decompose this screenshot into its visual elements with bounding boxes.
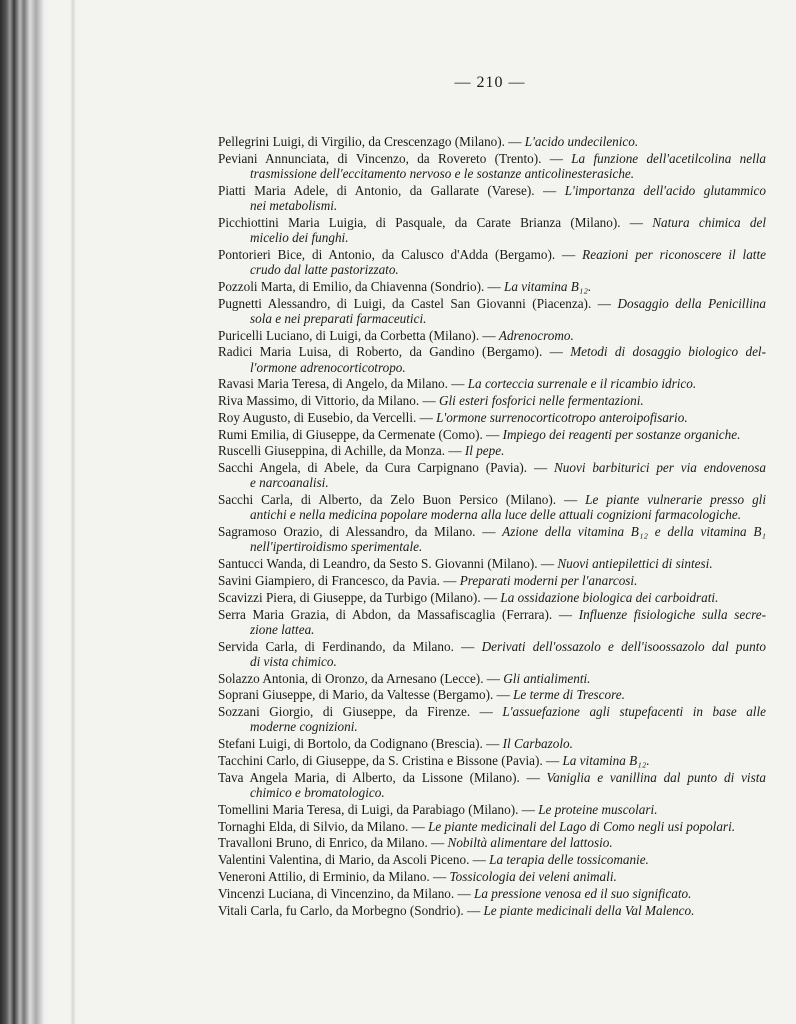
list-item	[218, 344, 766, 374]
entry-first-line	[218, 134, 766, 149]
entry-author: Ruscelli Giuseppina, di Achille, da Monza. —	[218, 443, 465, 459]
entry-author: Servida Carla, di Ferdinando, da Milano. —	[218, 638, 482, 654]
entry-title: La ossidazione biologica dei carboidrati.	[500, 589, 719, 605]
list-item	[218, 753, 766, 768]
entry-title: L'importanza dell'acido glutammico	[564, 182, 766, 198]
entry-author: Sacchi Angela, di Abele, da Cura Carpignano (Pavia). —	[218, 460, 554, 476]
entry-first-line	[218, 886, 766, 901]
entry-author: Peviani Annunciata, di Vincenzo, da Rovereto (Trento). —	[218, 150, 572, 166]
list-item	[218, 704, 766, 734]
entry-first-line	[218, 410, 766, 425]
entry-first-line	[218, 215, 766, 230]
entry-title-continuation: nell'ipertiroidismo sperimentale.	[250, 539, 423, 555]
entry-author: Vincenzi Luciana, di Vincenzino, da Milano. —	[218, 885, 474, 901]
entry-author: Roy Augusto, di Eusebio, da Vercelli. —	[218, 409, 437, 425]
entry-author: Travalloni Bruno, di Enrico, da Milano. —	[218, 835, 448, 851]
entry-title-continuation: trasmissione dell'eccitamento nervoso e le sostanze anticolinesterasiche.	[250, 165, 635, 181]
entry-author: Soprani Giuseppe, di Mario, da Valtesse (Bergamo). —	[218, 687, 514, 703]
entry-title: L'ormone surrenocorticotropo anteroipofisario.	[436, 409, 688, 425]
entry-title: Nobiltà alimentare del lattosio.	[447, 835, 613, 851]
entry-author: Sozzani Giorgio, di Giuseppe, da Firenze. —	[218, 704, 503, 720]
list-item	[218, 556, 766, 571]
list-item	[218, 687, 766, 702]
entry-title: L'assuefazione agli stupefacenti in base alle	[502, 704, 766, 720]
list-item	[218, 639, 766, 669]
thesis-list	[218, 134, 766, 919]
entry-author: Solazzo Antonia, di Oronzo, da Arnesano (Lecce). —	[218, 670, 504, 686]
entry-author: Tomellini Maria Teresa, di Luigi, da Parabiago (Milano). —	[218, 801, 539, 817]
entry-first-line	[218, 328, 766, 343]
entry-title-continuation: l'ormone adrenocorticotropo.	[250, 359, 406, 375]
entry-title: La funzione dell'acetilcolina nella	[571, 150, 766, 166]
entry-first-line	[218, 852, 766, 867]
entry-first-line	[218, 247, 766, 262]
entry-title-continuation: di vista chimico.	[250, 653, 337, 669]
entry-first-line	[218, 671, 766, 686]
entry-author: Sacchi Carla, di Alberto, da Zelo Buon Persico (Milano). —	[218, 492, 586, 508]
page-number: — 210 —	[454, 74, 526, 91]
entry-title: Le piante medicinali della Val Malenco.	[483, 902, 695, 918]
entry-first-line	[218, 279, 766, 294]
entry-first-line	[218, 183, 766, 198]
entry-title: Tossicologia dei veleni animali.	[449, 868, 617, 884]
entry-author: Tacchini Carlo, di Giuseppe, da S. Cristina e Bissone (Pavia). —	[218, 752, 563, 768]
entry-first-line	[218, 835, 766, 850]
entry-author: Veneroni Attilio, di Erminio, da Milano. —	[218, 868, 450, 884]
entry-author: Serra Maria Grazia, di Abdon, da Massafiscaglia (Ferrara). —	[218, 606, 579, 622]
entry-title-continuation: micelio dei funghi.	[250, 229, 349, 245]
list-item	[218, 770, 766, 800]
entry-title: Gli antialimenti.	[503, 670, 591, 686]
entry-author: Santucci Wanda, di Leandro, da Sesto S. Giovanni (Milano). —	[218, 556, 558, 572]
entry-author: Piatti Maria Adele, di Antonio, da Gallarate (Varese). —	[218, 182, 565, 198]
entry-title: Gli esteri fosforici nelle fermentazioni.	[438, 393, 644, 409]
entry-title: Reazioni per riconoscere il latte	[582, 246, 766, 262]
entry-author: Radici Maria Luisa, di Roberto, da Gandino (Bergamo). —	[218, 344, 571, 360]
list-item	[218, 183, 766, 213]
entry-title: Le terme di Trescore.	[513, 687, 625, 703]
list-item	[218, 296, 766, 326]
list-item	[218, 427, 766, 442]
entry-author: Pugnetti Alessandro, di Luigi, da Castel San Giovanni (Piacenza). —	[218, 295, 618, 311]
entry-title: Vaniglia e vanillina dal punto di vista	[546, 769, 766, 785]
entry-title: Preparati moderni per l'anarcosi.	[459, 573, 638, 589]
entry-first-line	[218, 524, 766, 539]
entry-first-line	[218, 344, 766, 359]
entry-author: Savini Giampiero, di Francesco, da Pavia. —	[218, 573, 460, 589]
entry-first-line	[218, 639, 766, 654]
entry-title-continuation: chimico e bromatologico.	[250, 784, 385, 800]
entry-first-line	[218, 869, 766, 884]
entry-title: La corteccia surrenale e il ricambio idrico.	[467, 376, 697, 392]
entry-first-line	[218, 590, 766, 605]
entry-first-line	[218, 687, 766, 702]
entry-title: Le proteine muscolari.	[538, 801, 658, 817]
list-item	[218, 134, 766, 149]
entry-title: Metodi di dosaggio biologico del-	[570, 344, 766, 360]
entry-first-line	[218, 704, 766, 719]
list-item	[218, 736, 766, 751]
list-item	[218, 590, 766, 605]
entry-first-line	[218, 770, 766, 785]
entry-author: Scavizzi Piera, di Giuseppe, da Turbigo (Milano). —	[218, 589, 501, 605]
list-item	[218, 443, 766, 458]
list-item	[218, 607, 766, 637]
entry-author: Riva Massimo, di Vittorio, da Milano. —	[218, 393, 439, 409]
entry-author: Vitali Carla, fu Carlo, da Morbegno (Sondrio). —	[218, 902, 484, 918]
entry-title: Il pepe.	[464, 443, 505, 459]
entry-title: Azione della vitamina B₁₂ e della vitamina B₁	[502, 524, 766, 540]
entry-first-line	[218, 819, 766, 834]
list-item	[218, 671, 766, 686]
list-item	[218, 819, 766, 834]
entry-author: Pozzoli Marta, di Emilio, da Chiavenna (Sondrio). —	[218, 278, 505, 294]
entry-title: Adrenocromo.	[498, 327, 574, 343]
entry-title: Il Carbazolo.	[502, 736, 573, 752]
entry-first-line	[218, 573, 766, 588]
entry-author: Sagramoso Orazio, di Alessandro, da Milano. —	[218, 524, 503, 540]
entry-first-line	[218, 802, 766, 817]
entry-first-line	[218, 556, 766, 571]
entry-title: La vitamina B₁₂.	[504, 278, 592, 294]
entry-title-continuation: crudo dal latte pastorizzato.	[250, 261, 399, 277]
list-item	[218, 328, 766, 343]
entry-author: Stefani Luigi, di Bortolo, da Codignano (Brescia). —	[218, 736, 503, 752]
page-fold-shadow	[70, 0, 76, 1024]
entry-title: Dosaggio della Penicillina	[617, 295, 766, 311]
entry-title: La pressione venosa ed il suo significato.	[473, 885, 692, 901]
entry-title: Influenze fisiologiche sulla secre-	[578, 606, 766, 622]
entry-first-line	[218, 607, 766, 622]
entry-author: Picchiottini Maria Luigia, di Pasquale, da Carate Brianza (Milano). —	[218, 214, 653, 230]
entry-first-line	[218, 376, 766, 391]
entry-first-line	[218, 443, 766, 458]
entry-title: La terapia delle tossicomanie.	[489, 852, 649, 868]
list-item	[218, 802, 766, 817]
entry-title-continuation: zione lattea.	[250, 621, 315, 637]
list-item	[218, 247, 766, 277]
entry-title-continuation: nei metabolismi.	[250, 197, 338, 213]
entry-author: Ravasi Maria Teresa, di Angelo, da Milano. —	[218, 376, 468, 392]
entry-first-line	[218, 296, 766, 311]
book-binding-shadow	[0, 0, 48, 1024]
entry-first-line	[218, 151, 766, 166]
entry-title: L'acido undecilenico.	[524, 134, 639, 149]
entry-title: La vitamina B₁₂.	[562, 752, 650, 768]
entry-first-line	[218, 460, 766, 475]
entry-title: Natura chimica del	[652, 214, 766, 230]
entry-title: Le piante vulnerarie presso gli	[585, 492, 766, 508]
entry-author: Pontorieri Bice, di Antonio, da Calusco d'Adda (Bergamo). —	[218, 246, 583, 262]
entry-title-continuation: moderne cognizioni.	[250, 719, 358, 735]
entry-author: Puricelli Luciano, di Luigi, da Corbetta (Milano). —	[218, 327, 499, 343]
entry-title: Le piante medicinali del Lago di Como negli usi popolari.	[428, 818, 736, 834]
entry-first-line	[218, 736, 766, 751]
entry-author: Rumi Emilia, di Giuseppe, da Cermenate (Como). —	[218, 426, 503, 442]
entry-title: Derivati dell'ossazolo e dell'isoossazolo dal punto	[481, 638, 766, 654]
list-item	[218, 460, 766, 490]
entry-title-continuation: sola e nei preparati farmaceutici.	[250, 310, 427, 326]
list-item	[218, 393, 766, 408]
list-item	[218, 279, 766, 294]
entry-title: Impiego dei reagenti per sostanze organiche.	[502, 426, 741, 442]
list-item	[218, 215, 766, 245]
entry-author: Tornaghi Elda, di Silvio, da Milano. —	[218, 818, 429, 834]
list-item	[218, 886, 766, 901]
list-item	[218, 492, 766, 522]
entry-title-continuation: e narcoanalisi.	[250, 475, 329, 491]
list-item	[218, 410, 766, 425]
list-item	[218, 869, 766, 884]
entry-title-continuation: antichi e nella medicina popolare moderna alla luce delle attuali cognizioni farmacologiche.	[250, 507, 742, 523]
entry-first-line	[218, 393, 766, 408]
entry-first-line	[218, 903, 766, 918]
entry-first-line	[218, 492, 766, 507]
list-item	[218, 573, 766, 588]
list-item	[218, 524, 766, 554]
entry-author: Tava Angela Maria, di Alberto, da Lissone (Milano). —	[218, 769, 547, 785]
entry-author: Pellegrini Luigi, di Virgilio, da Crescenzago (Milano). —	[218, 134, 525, 149]
list-item	[218, 852, 766, 867]
entry-title: Nuovi antiepilettici di sintesi.	[557, 556, 713, 572]
list-item	[218, 835, 766, 850]
entry-first-line	[218, 753, 766, 768]
entry-first-line	[218, 427, 766, 442]
list-item	[218, 151, 766, 181]
entry-title: Nuovi barbiturici per via endovenosa	[553, 460, 766, 476]
list-item	[218, 376, 766, 391]
entry-author: Valentini Valentina, di Mario, da Ascoli Piceno. —	[218, 852, 490, 868]
list-item	[218, 903, 766, 918]
